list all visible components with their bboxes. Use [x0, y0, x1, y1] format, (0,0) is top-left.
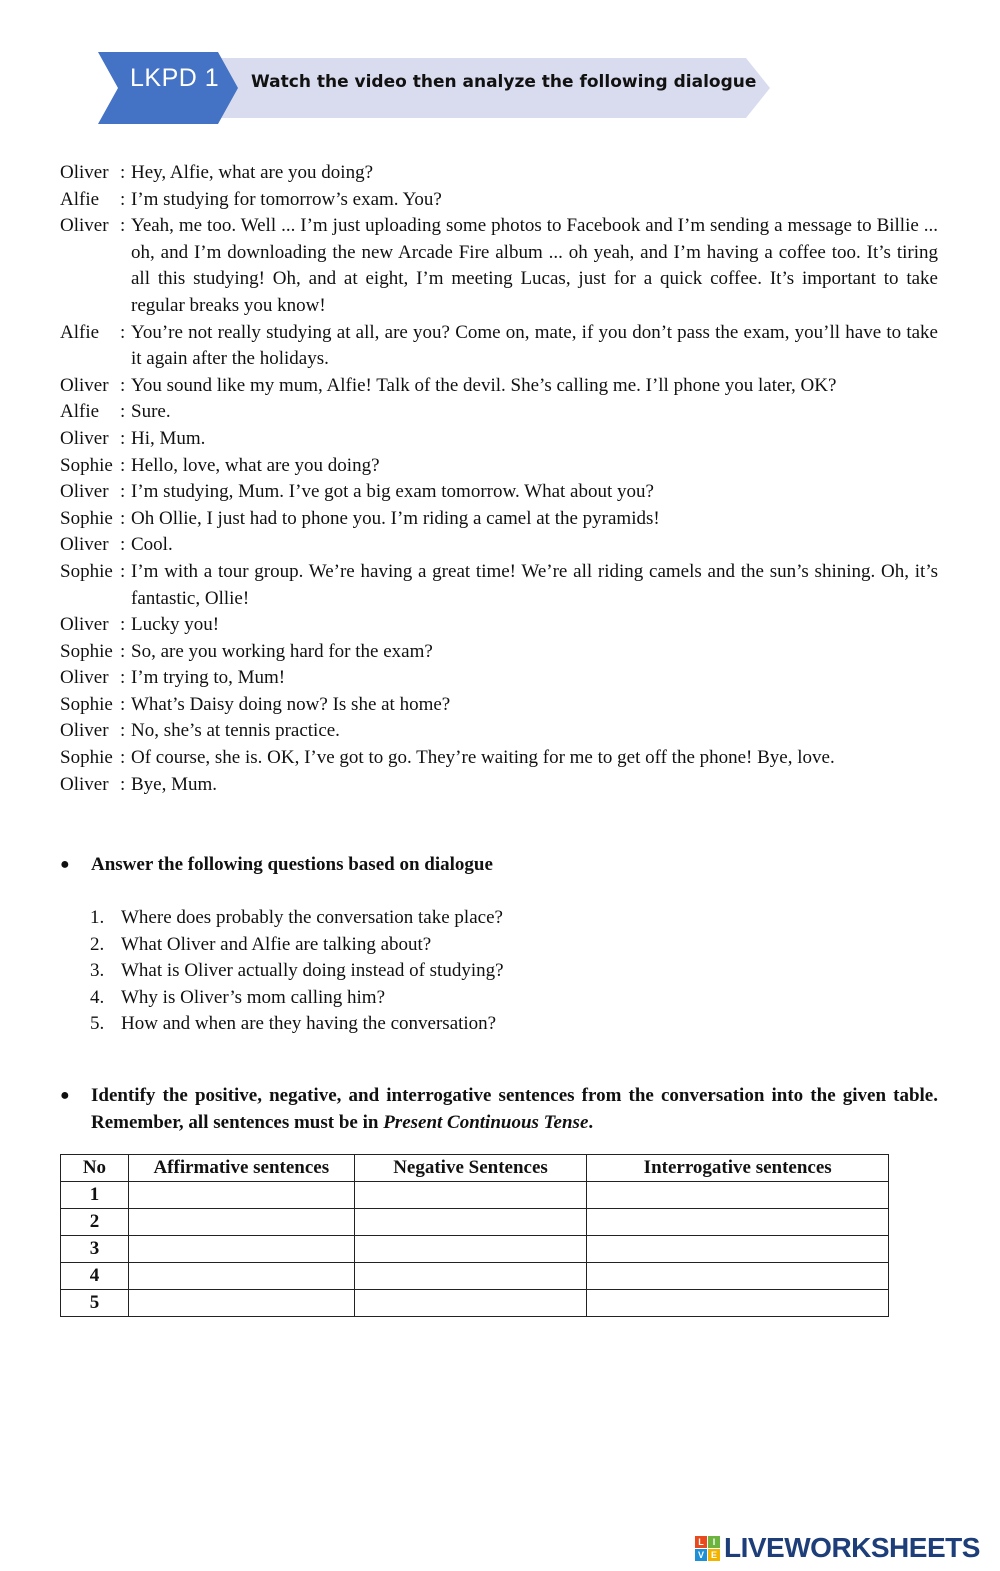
affirmative-cell[interactable] [128, 1209, 354, 1236]
speaker-name: Sophie [60, 507, 113, 529]
question-text: What Oliver and Alfie are talking about? [121, 933, 432, 955]
table-header-cell: Affirmative sentences [128, 1155, 354, 1182]
speaker-colon: : [120, 507, 126, 529]
bullet-icon: ● [60, 856, 70, 873]
utterance: Lucky you! [131, 614, 220, 636]
interrogative-cell[interactable] [587, 1209, 889, 1236]
negative-cell[interactable] [354, 1263, 587, 1290]
speaker-name: Oliver [60, 162, 109, 183]
table-row [61, 1182, 889, 1209]
speaker-colon: : [120, 215, 126, 237]
dialogue-line [60, 718, 938, 745]
speaker-colon: : [120, 534, 126, 556]
utterance: Oh Ollie, I just had to phone you. I’m riding a camel at the pyramids! [131, 507, 660, 529]
dialogue-line [60, 373, 938, 400]
header-title: Watch the video then analyze the following dialogue [251, 72, 757, 92]
table-row [61, 1263, 889, 1290]
speaker-name: Oliver [60, 481, 109, 503]
interrogative-cell[interactable] [587, 1236, 889, 1263]
question-number: 3. [90, 960, 105, 982]
speaker-name: Oliver [60, 534, 109, 556]
speaker-colon: : [120, 321, 126, 343]
table-header-cell: Interrogative sentences [587, 1155, 889, 1182]
negative-cell[interactable] [354, 1290, 587, 1317]
question-text: How and when are they having the conversation? [121, 1013, 497, 1035]
speaker-colon: : [120, 374, 126, 396]
speaker-colon: : [120, 560, 126, 582]
dialogue-line [60, 559, 938, 612]
speaker-colon: : [120, 614, 126, 636]
row-number: 2 [61, 1209, 129, 1236]
speaker-colon: : [120, 667, 126, 689]
row-number: 3 [61, 1236, 129, 1263]
table-header-cell: Negative Sentences [354, 1155, 587, 1182]
speaker-colon: : [120, 162, 126, 183]
lkpd-header [98, 52, 770, 124]
speaker-name: Sophie [60, 560, 113, 582]
speaker-colon: : [120, 427, 126, 449]
utterance: Of course, she is. OK, I’ve got to go. They’re waiting for me to get off the phone! Bye, love. [131, 747, 835, 769]
question-number: 4. [90, 986, 105, 1008]
utterance: You sound like my mum, Alfie! Talk of the devil. She’s calling me. I’ll phone you later, OK? [131, 374, 837, 396]
speaker-name: Sophie [60, 747, 113, 769]
question-number: 1. [90, 907, 105, 928]
speaker-name: Alfie [60, 321, 100, 343]
utterance: So, are you working hard for the exam? [131, 640, 433, 662]
speaker-name: Oliver [60, 614, 109, 636]
liveworksheets-logo-icon [695, 1536, 720, 1561]
speaker-name: Sophie [60, 454, 113, 476]
dialogue-line [60, 160, 938, 187]
row-number: 5 [61, 1290, 129, 1317]
speaker-colon: : [120, 481, 126, 503]
affirmative-cell[interactable] [128, 1290, 354, 1317]
speaker-colon: : [120, 401, 126, 423]
speaker-colon: : [120, 747, 126, 769]
brand-name: LIVEWORKSHEETS [724, 1532, 980, 1563]
speaker-colon: : [120, 640, 126, 662]
table-row [61, 1236, 889, 1263]
lkpd-label: LKPD 1 [130, 64, 220, 92]
dialogue-line [60, 479, 938, 506]
logo-letter: I [708, 1536, 720, 1548]
affirmative-cell[interactable] [128, 1182, 354, 1209]
bullet-icon: ● [60, 1087, 70, 1104]
affirmative-cell[interactable] [128, 1263, 354, 1290]
logo-letter: L [695, 1536, 707, 1548]
interrogative-cell[interactable] [587, 1182, 889, 1209]
utterance: I’m trying to, Mum! [131, 667, 286, 689]
speaker-name: Oliver [60, 773, 109, 795]
table-instruction-text [91, 1083, 938, 1136]
utterance: Bye, Mum. [131, 773, 218, 795]
question-item [90, 1011, 504, 1038]
utterance: Yeah, me too. Well ... I’m just uploading some photos to Facebook and I’m sending a message to Billie ... oh, and I’m downloading the new Arcade Fire album ... oh yeah, and I’m having a coffee too. It’s tiring all this studying! Oh, and at eight, I’m meeting Lucas, just for a quick coffee. It’s important to take regular breaks you know! [131, 215, 938, 316]
question-item [90, 958, 504, 985]
speaker-name: Oliver [60, 667, 109, 689]
speaker-name: Oliver [60, 427, 109, 449]
dialogue-line [60, 639, 938, 666]
utterance: I’m studying for tomorrow’s exam. You? [131, 188, 442, 210]
table-header-cell: No [61, 1155, 129, 1182]
utterance: I’m studying, Mum. I’ve got a big exam tomorrow. What about you? [131, 481, 654, 503]
negative-cell[interactable] [354, 1236, 587, 1263]
question-item [90, 932, 504, 959]
dialogue [60, 160, 938, 798]
speaker-name: Sophie [60, 693, 113, 715]
question-number: 5. [90, 1013, 105, 1035]
negative-cell[interactable] [354, 1209, 587, 1236]
dialogue-line [60, 506, 938, 533]
table-header-row [61, 1155, 889, 1182]
speaker-colon: : [120, 773, 126, 795]
speaker-name: Alfie [60, 188, 100, 210]
dialogue-line [60, 692, 938, 719]
utterance: Hey, Alfie, what are you doing? [131, 162, 373, 183]
speaker-name: Oliver [60, 720, 109, 742]
speaker-colon: : [120, 693, 126, 715]
question-number: 2. [90, 933, 105, 955]
liveworksheets-brand [695, 1532, 980, 1564]
speaker-colon: : [120, 454, 126, 476]
utterance: Cool. [131, 534, 173, 556]
negative-cell[interactable] [354, 1182, 587, 1209]
row-number: 1 [61, 1182, 129, 1209]
dialogue-line [60, 426, 938, 453]
speaker-colon: : [120, 720, 126, 742]
utterance: You’re not really studying at all, are you? Come on, mate, if you don’t pass the exam, you’ll have to take it again after the holidays. [131, 321, 938, 370]
table-row [61, 1290, 889, 1317]
utterance: I’m with a tour group. We’re having a great time! We’re all riding camels and the sun’s shining. Oh, it’s fantastic, Ollie! [131, 560, 938, 609]
row-number: 4 [61, 1263, 129, 1290]
question-item [90, 905, 504, 932]
dialogue-line [60, 399, 938, 426]
questions-instruction-text: Answer the following questions based on dialogue [91, 854, 493, 875]
speaker-name: Alfie [60, 401, 100, 423]
speaker-name: Oliver [60, 374, 109, 396]
interrogative-cell[interactable] [587, 1263, 889, 1290]
affirmative-cell[interactable] [128, 1236, 354, 1263]
utterance: Hi, Mum. [131, 427, 206, 449]
dialogue-line [60, 745, 938, 772]
questions-instruction [60, 852, 493, 879]
utterance: No, she’s at tennis practice. [131, 720, 340, 742]
table-row [61, 1209, 889, 1236]
utterance: Hello, love, what are you doing? [131, 454, 380, 476]
instruction-end: . [588, 1111, 594, 1133]
dialogue-line [60, 772, 938, 799]
speaker-colon: : [120, 188, 126, 210]
dialogue-line [60, 665, 938, 692]
question-text: Why is Oliver’s mom calling him? [121, 986, 386, 1008]
table-instruction [60, 1083, 938, 1136]
instruction-text: Identify the positive, negative, and interrogative sentences from the conversation into the given table. Remember, all sentences must be in [91, 1085, 938, 1133]
question-item [90, 985, 504, 1012]
question-text: Where does probably the conversation take place? [121, 907, 503, 928]
dialogue-line [60, 213, 938, 319]
dialogue-line [60, 453, 938, 480]
speaker-name: Sophie [60, 640, 113, 662]
utterance: What’s Daisy doing now? Is she at home? [131, 693, 451, 715]
speaker-name: Oliver [60, 215, 109, 237]
dialogue-line [60, 612, 938, 639]
answer-table [60, 1154, 889, 1317]
instruction-emphasis: Present Continuous Tense [383, 1111, 589, 1133]
dialogue-line [60, 532, 938, 559]
dialogue-line [60, 320, 938, 373]
dialogue-line [60, 187, 938, 214]
interrogative-cell[interactable] [587, 1290, 889, 1317]
question-text: What is Oliver actually doing instead of studying? [121, 960, 504, 982]
questions-list [90, 905, 504, 1038]
logo-letter: E [708, 1549, 720, 1561]
utterance: Sure. [131, 401, 171, 423]
logo-letter: V [695, 1549, 707, 1561]
